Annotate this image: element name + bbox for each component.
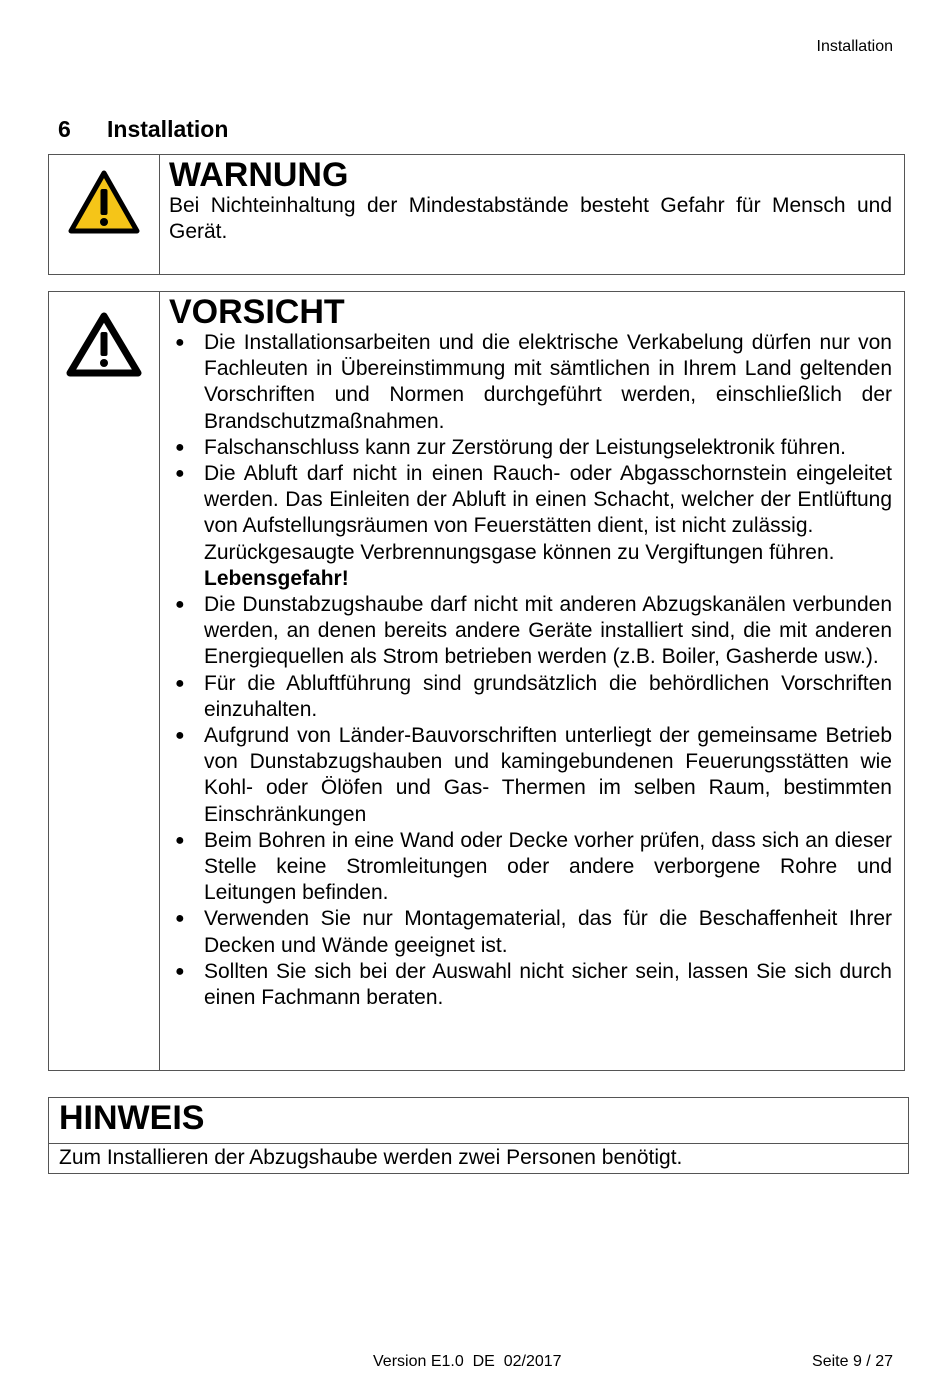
list-item: ● Sollten Sie sich bei der Auswahl nicht sicher sein, lassen Sie sich durch einen Fachmann beraten.: [175, 959, 892, 1010]
caution-list: [169, 330, 892, 1011]
bullet-icon: ●: [175, 465, 185, 483]
warning-icon-cell: [49, 155, 160, 274]
bullet-icon: ●: [175, 334, 185, 351]
note-box: [48, 1097, 909, 1174]
list-item-emphasis: Lebensgefahr!: [204, 566, 349, 590]
section-heading: [58, 116, 228, 143]
bullet-icon: ●: [175, 831, 185, 849]
list-item: ● Für die Abluftführung sind grundsätzlich die behördlichen Vorschriften einzuhalten.: [175, 671, 892, 721]
section-number: 6: [58, 116, 71, 142]
bullet-icon: ●: [175, 727, 185, 745]
note-signal-word: HINWEIS: [49, 1098, 908, 1144]
bullet-icon: ●: [175, 674, 185, 692]
list-item: ● Falschanschluss kann zur Zerstörung der Leistungselektronik führen.: [169, 435, 892, 461]
list-item: ● Verwenden Sie nur Montagematerial, das für die Beschaffenheit Ihrer Decken und Wände geeignet ist.: [175, 907, 892, 957]
bullet-icon: ●: [175, 910, 185, 928]
footer-version: Version E1.0 DE 02/2017: [373, 1353, 562, 1370]
list-item: ● Die Installationsarbeiten und die elektrische Verkabelung dürfen nur von Fachleuten in Übereinstimmung mit sämtlichen in Ihrem Land geltenden Vorschriften und Normen durchgeführt werden, einschließlich der Brandschutzmaßnahmen.: [175, 331, 892, 433]
caution-icon-cell: [49, 292, 160, 1070]
list-item-extra: Zurückgesaugte Verbrennungsgase können zu Vergiftungen führen.: [204, 540, 835, 564]
caution-signal-word: VORSICHT: [169, 293, 345, 331]
section-title: Installation: [107, 116, 229, 142]
warning-text: Bei Nichteinhaltung der Mindestabstände besteht Gefahr für Mensch und Gerät.: [169, 194, 892, 243]
list-item: ● Beim Bohren in eine Wand oder Decke vorher prüfen, dass sich an dieser Stelle keine Stromleitungen oder andere verborgene Rohre und Leitungen befinden.: [175, 828, 892, 905]
caution-box: [48, 291, 905, 1071]
bullet-icon: ●: [175, 962, 185, 980]
warning-triangle-yellow-icon: [68, 169, 140, 235]
list-item: ● Die Dunstabzugshaube darf nicht mit anderen Abzugskanälen verbunden werden, an denen bereits andere Geräte installiert sind, die mit anderen Energiequellen als Strom betrieben werden (z.B. Boiler, Gasherde usw.).: [175, 593, 892, 669]
running-header: Installation: [816, 38, 893, 55]
warning-text-cell: [160, 155, 904, 274]
bullet-icon: ●: [175, 438, 185, 456]
caution-text-cell: [160, 292, 904, 1070]
note-text: Zum Installieren der Abzugshaube werden zwei Personen benötigt.: [59, 1146, 683, 1169]
footer-page-number: Seite 9 / 27: [812, 1353, 893, 1370]
warning-triangle-outline-icon: [66, 310, 142, 378]
warning-signal-word: WARNUNG: [169, 156, 349, 194]
list-item: ● Aufgrund von Länder-Bauvorschriften unterliegt der gemeinsame Betrieb von Dunstabzugshauben und kamingebundenen Feuerungsstätten wie Kohl- oder Ölöfen und Gas- Thermen im selben Raum, bestimmten Einschränkungen: [175, 724, 892, 826]
bullet-icon: ●: [175, 596, 185, 614]
warning-box: [48, 154, 905, 275]
list-item: ● Die Abluft darf nicht in einen Rauch- oder Abgasschornstein eingeleitet werden. Das Einleiten der Abluft in einen Schacht, welcher der Entlüftung von Aufstellungsräumen von Feuerstätten dient, ist nicht zulässig. Zurückgesaugte Verbrennungsgase können zu Vergiftungen führen. Lebensgefahr!: [175, 462, 892, 590]
